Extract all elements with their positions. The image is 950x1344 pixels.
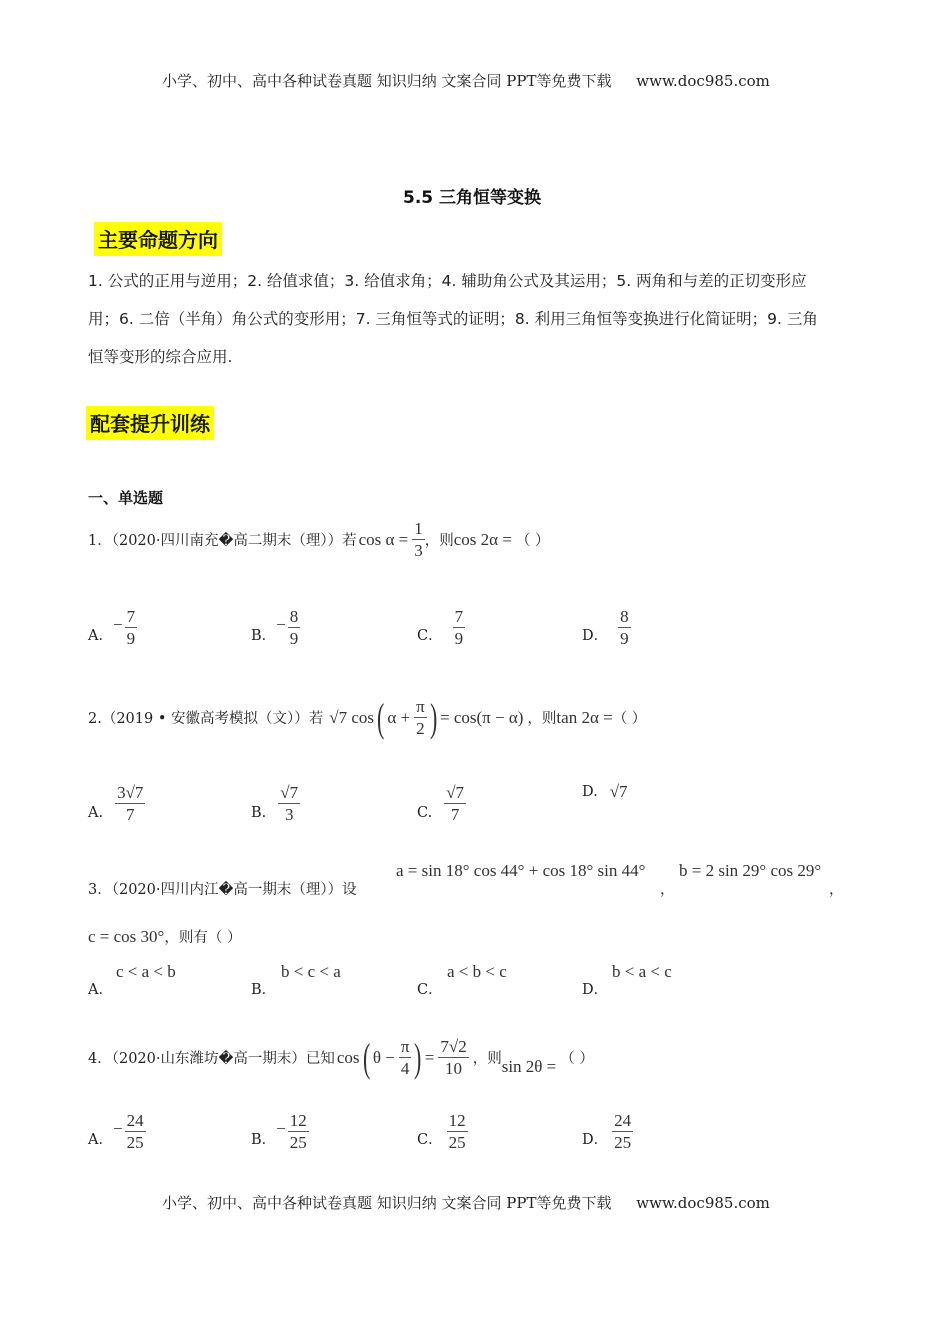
q1-options (88, 606, 788, 656)
frac-num: 8 (289, 607, 299, 626)
frac-den: 25 (289, 1133, 307, 1152)
training-heading: 配套提升训练 (86, 406, 214, 440)
right-paren-icon: ) (414, 1035, 422, 1080)
option-value: √7 (609, 782, 628, 801)
option-value: b < c < a (281, 962, 341, 981)
q4-frac-den: 4 (400, 1059, 410, 1078)
directions-line-1: 1. 公式的正用与逆用；2. 给值求值；3. 给值求角；4. 辅助角公式及其运用；5. 两角和与差的正切变形应 (88, 272, 807, 290)
q3-comma-1: ， (660, 882, 675, 898)
q1-option-b[interactable] (251, 606, 300, 649)
frac-den: 25 (126, 1133, 144, 1152)
option-value: c < a < b (116, 962, 176, 981)
option-label: A. (88, 805, 104, 821)
q2-fraction (414, 696, 427, 739)
option-fraction (447, 1110, 468, 1153)
frac-num: 3√7 (117, 783, 144, 802)
frac-den: 25 (448, 1133, 466, 1152)
section-heading: 一、单选题 (88, 489, 164, 507)
q3-c: c = cos 30° (88, 926, 165, 946)
option-sign: − (112, 1119, 123, 1138)
option-fraction (115, 782, 145, 825)
option-label: B． (251, 1132, 277, 1148)
page-title: 5.5 三角恒等变换 (403, 188, 542, 208)
q1-lhs: cos α = (358, 529, 409, 549)
q2-option-a[interactable] (88, 782, 145, 825)
q2-frac-den: 2 (416, 719, 425, 738)
directions-line-3: 恒等变形的综合应用. (88, 348, 233, 366)
frac-num: 12 (289, 1111, 307, 1130)
frac-den: 9 (620, 629, 629, 648)
q4-rhs-fraction (438, 1036, 468, 1079)
option-fraction (612, 1110, 633, 1153)
frac-num: 24 (126, 1111, 144, 1130)
q4-eq: = (424, 1047, 435, 1067)
frac-den: 9 (126, 629, 136, 648)
frac-num: √7 (446, 783, 465, 802)
option-fraction (453, 606, 466, 649)
option-sign: − (276, 1119, 286, 1138)
q3-line-2 (88, 926, 241, 947)
q1-suffix: （ ） (515, 533, 550, 549)
question-2 (88, 694, 646, 741)
q1-frac-den: 3 (414, 541, 423, 560)
frac-den: 7 (450, 805, 460, 824)
left-paren-icon: ( (377, 695, 385, 740)
q4-option-d[interactable] (582, 1110, 633, 1153)
q4-option-a[interactable] (88, 1110, 146, 1153)
q1-option-d[interactable] (582, 606, 631, 649)
option-label: D． (582, 628, 609, 644)
q4-rfrac-den: 10 (445, 1059, 463, 1078)
q1-option-c[interactable] (417, 606, 465, 649)
q4-mid: ，则 (472, 1051, 502, 1067)
footer-banner (162, 1192, 770, 1213)
option-label: C． (417, 1132, 443, 1148)
banner-site: www.doc985.com (636, 72, 770, 90)
q2-option-b[interactable] (251, 782, 300, 825)
q2-options (88, 782, 788, 832)
option-label: A． (88, 628, 113, 644)
q3-b: b = 2 sin 29° cos 29° (679, 861, 822, 880)
header-banner (162, 70, 770, 91)
q2-inner: α + (387, 707, 411, 727)
q4-ask: sin 2θ = (501, 1056, 557, 1076)
q4-rfrac-num: 7√2 (440, 1037, 467, 1056)
q3-prefix: 3．（2020·四川内江�高一期末（理））设 (88, 882, 357, 898)
q1-option-a[interactable] (88, 606, 137, 649)
option-label: D． (582, 1132, 609, 1148)
banner-text: 小学、初中、高中各种试卷真题 知识归纳 文案合同 PPT等免费下载 (162, 1194, 612, 1212)
question-1 (88, 518, 550, 561)
option-fraction (125, 1110, 146, 1153)
frac-num: 7 (126, 607, 136, 626)
q2-prefix: 2.（2019 • 安徽高考模拟（文））若 (88, 711, 324, 727)
q1-ask: cos 2α = (453, 529, 512, 549)
option-label: A． (88, 1132, 113, 1148)
option-value: a < b < c (447, 962, 507, 981)
frac-den: 25 (614, 1133, 632, 1152)
q4-suffix: （ ） (560, 1051, 594, 1067)
frac-den: 9 (289, 629, 299, 648)
q1-prefix: 1．（2020·四川南充�高二期末（理））若 (88, 533, 357, 549)
q2-ask: tan 2α = (556, 707, 613, 727)
option-fraction (618, 606, 631, 649)
option-label: D. (582, 784, 598, 800)
q4-fraction (399, 1036, 412, 1079)
option-label: B． (251, 628, 277, 644)
option-label: C． (417, 982, 443, 998)
option-label: D． (582, 982, 609, 998)
right-paren-icon: ) (429, 695, 438, 740)
frac-den: 3 (284, 805, 294, 824)
option-fraction (125, 606, 138, 649)
option-fraction (278, 782, 300, 825)
option-label: A． (88, 982, 113, 998)
q1-mid: ，则 (424, 533, 454, 549)
q1-fraction (412, 518, 425, 561)
option-sign: − (112, 615, 123, 634)
q4-option-c[interactable] (417, 1110, 468, 1153)
q4-options (88, 1110, 788, 1160)
left-paren-icon: ( (362, 1035, 370, 1080)
option-label: B． (251, 982, 277, 998)
option-sign: − (276, 615, 286, 634)
q2-mid: ，则 (527, 711, 557, 727)
q2-rhs: = cos(π − α) (440, 707, 524, 727)
q3-options (88, 962, 788, 1002)
frac-num: 12 (448, 1111, 466, 1130)
q4-frac-num: π (400, 1037, 410, 1056)
option-label: B. (251, 805, 267, 821)
frac-den: 9 (454, 629, 464, 648)
q2-frac-num: π (416, 697, 425, 716)
option-label: C. (417, 805, 433, 821)
frac-den: 7 (126, 805, 135, 824)
frac-num: 8 (620, 607, 629, 626)
option-fraction (288, 1110, 309, 1153)
q2-a: √7 cos (329, 707, 375, 727)
q4-prefix: 4．（2020·山东潍坊�高一期末）已知 (88, 1051, 335, 1067)
q4-a: cos (336, 1047, 360, 1067)
frac-num: 24 (614, 1111, 632, 1130)
q4-option-b[interactable] (251, 1110, 309, 1153)
q2-option-c[interactable] (417, 782, 466, 825)
q2-suffix: （ ） (612, 711, 647, 727)
option-label: C． (417, 628, 443, 644)
frac-num: 7 (454, 607, 464, 626)
q2-option-d[interactable] (582, 782, 628, 804)
banner-site: www.doc985.com (636, 1194, 770, 1212)
frac-num: √7 (280, 783, 299, 802)
directions-heading: 主要命题方向 (94, 222, 222, 256)
option-fraction (444, 782, 466, 825)
q3-comma-2: ， (829, 882, 844, 898)
question-4 (88, 1034, 594, 1081)
option-fraction (288, 606, 301, 649)
directions-line-2: 用；6. 二倍（半角）角公式的变形用；7. 三角恒等式的证明；8. 利用三角恒等变换进行化简证明；9. 三角 (88, 310, 818, 328)
q3-suffix: ，则有（ ） (164, 930, 242, 946)
banner-text: 小学、初中、高中各种试卷真题 知识归纳 文案合同 PPT等免费下载 (162, 72, 612, 90)
option-value: b < a < c (612, 962, 672, 981)
q1-frac-num: 1 (414, 519, 423, 538)
q3-a: a = sin 18° cos 44° + cos 18° sin 44° (396, 861, 646, 880)
q4-inner: θ − (372, 1047, 395, 1067)
